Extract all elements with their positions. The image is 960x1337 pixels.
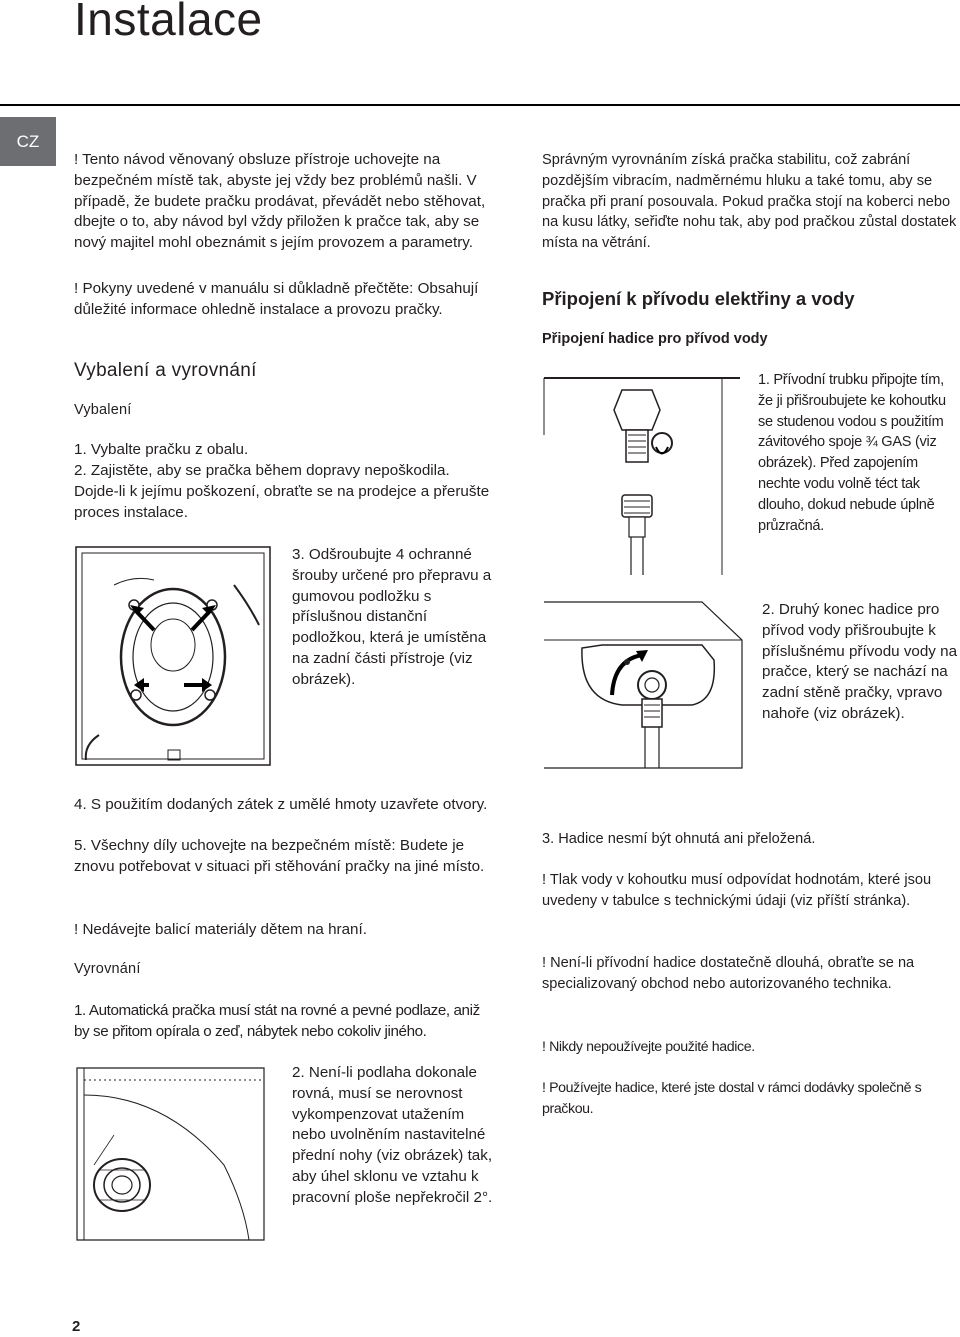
section-heading-unpack-level: Vybalení a vyrovnání bbox=[74, 360, 257, 381]
used-hose-warning: ! Nikdy nepoužívejte použité hadice. bbox=[542, 1039, 755, 1055]
unpack-step-2: 2. Zajistěte, aby se pračka během dopravy nepoškodila. Dojde-li k jejímu poškození, obraťte se na prodejce a přerušte proces instalace. bbox=[74, 462, 490, 521]
unpack-step-5: 5. Všechny díly uchovejte na bezpečném místě: Budete je znovu potřebovat v situaci při stěhování pračky na jiné místo. bbox=[74, 837, 485, 875]
header-rule bbox=[0, 104, 960, 106]
pressure-warning: ! Tlak vody v kohoutku musí odpovídat hodnotám, které jsou uvedeny v tabulce s technickými údaji (viz příští stránka). bbox=[542, 872, 932, 909]
unpack-step-3: 3. Odšroubujte 4 ochranné šrouby určené pro přepravu a gumovou podložku s příslušnou distanční podložkou, která je umístěna na zadní části přístroje (viz obrázek). bbox=[292, 546, 492, 688]
hose-length-warning: ! Není-li přívodní hadice dostatečně dlouhá, obraťte se na specializovaný obchod nebo autorizovaného technika. bbox=[542, 955, 915, 992]
intro-note: ! Tento návod věnovaný obsluze přístroje uchovejte na bezpečném místě tak, abyste jej vždy bez problémů našli. V případě, že budete pračku prodávat, převádět nebo stěhovat, dbejte o to, aby návod byl vždy přiložen k pračce tak, aby se nový majitel mohl obeznámit s jejím provozem a parametry. bbox=[74, 151, 486, 252]
page-number: 2 bbox=[72, 1318, 81, 1335]
hose-step-1: 1. Přívodní trubku připojte tím, že ji přišroubujete ke kohoutku se studenou vodou s použitím závitového spoje ¾ GAS (viz obrázek). Před zapojením nechte vodu volně téct tak dlouho, dokud nebude úplně průzračná. bbox=[758, 372, 946, 534]
section-heading-connect: Připojení k přívodu elektřiny a vody bbox=[542, 288, 855, 309]
subheading-unpack: Vybalení bbox=[74, 402, 132, 418]
hose-step-3: 3. Hadice nesmí být ohnutá ani přeložená. bbox=[542, 831, 816, 847]
unpack-step-1: 1. Vybalte pračku z obalu. bbox=[74, 441, 249, 458]
subheading-hose: Připojení hadice pro přívod vody bbox=[542, 331, 768, 347]
unpack-step-4: 4. S použitím dodaných zátek z umělé hmoty uzavřete otvory. bbox=[74, 796, 488, 813]
level-step-1: 1. Automatická pračka musí stát na rovné a pevné podlaze, aniž by se přitom opírala o zeď, nábytek nebo cokoliv jiného. bbox=[74, 1002, 480, 1040]
language-tab: CZ bbox=[0, 117, 56, 166]
children-warning: ! Nedávejte balicí materiály dětem na hraní. bbox=[74, 921, 367, 938]
page-title: Instalace bbox=[74, 0, 263, 45]
adjustable-foot-figure bbox=[74, 1065, 274, 1245]
level-step-2: 2. Není-li podlaha dokonale rovná, musí se nerovnost vykompenzovat utažením nebo uvolněním nastavitelné přední nohy (viz obrázek) tak, aby úhel sklonu ve vztahu k pracovní ploše nepřekročil 2°. bbox=[292, 1064, 493, 1206]
hose-step-2: 2. Druhý konec hadice pro přívod vody přišroubujte k příslušnému přívodu vody na pračce, který se nachází na zadní stěně pračky, vpravo nahoře (viz obrázek). bbox=[762, 601, 958, 722]
read-manual-note: ! Pokyny uvedené v manuálu si důkladně přečtěte: Obsahují důležité informace ohledně instalace a provozu pračky. bbox=[74, 280, 479, 318]
subheading-level: Vyrovnání bbox=[74, 961, 141, 977]
machine-back-figure bbox=[74, 545, 272, 767]
tap-connection-figure bbox=[542, 375, 742, 575]
machine-inlet-figure bbox=[542, 600, 747, 770]
stability-note: Správným vyrovnáním získá pračka stabilitu, což zabrání pozdějším vibracím, nadměrnému hluku a také tomu, aby se pračka při praní posouvala. Pokud pračka stojí na koberci nebo na kusu látky, seřiďte nohu tak, aby pod pračkou zůstal dostatek místa na větrání. bbox=[542, 152, 957, 252]
supplied-hose-warning: ! Používejte hadice, které jste dostal v rámci dodávky společně s pračkou. bbox=[542, 1080, 922, 1117]
